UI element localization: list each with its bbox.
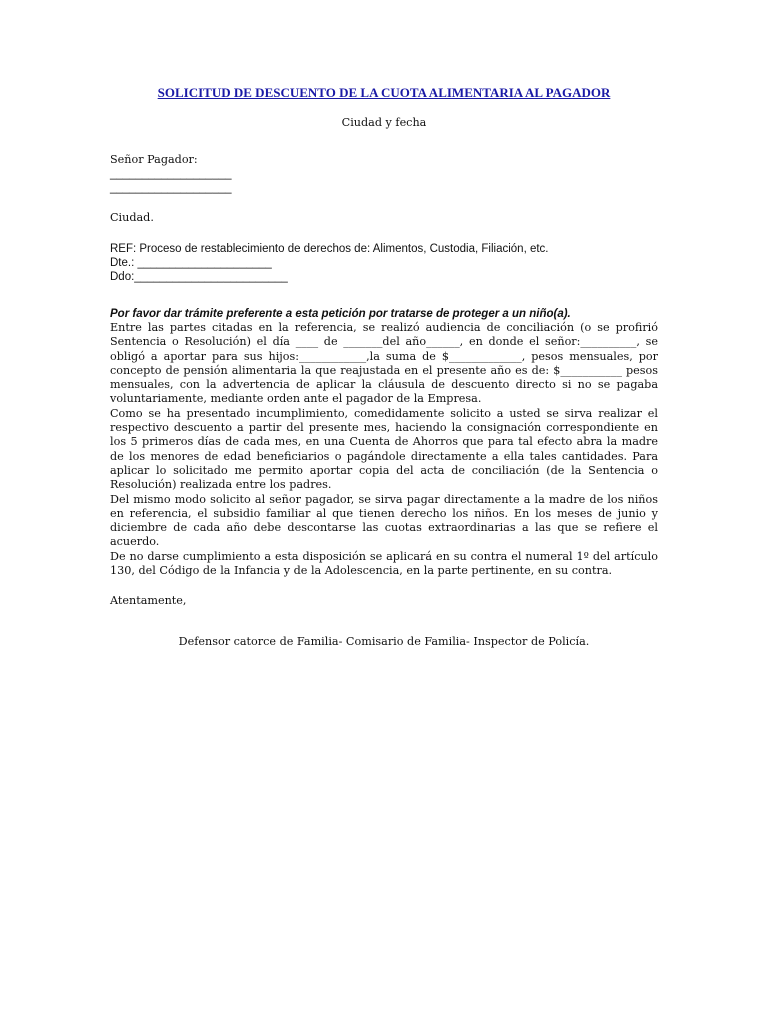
paragraph-family-subsidy: Del mismo modo solicito al señor pagador, se sirva pagar directamente a la madre de los niños en referencia, el subsidio familiar al que tienen derecho los niños. En los meses de junio y diciembre de cada año debe descontarse las cuotas extraordinarias a las que se refiere el acuerdo. (110, 492, 658, 549)
addressee-blank-line: ___________________ (110, 167, 232, 180)
paragraph-conciliation: Entre las partes citadas en la referencia, se realizó audiencia de conciliación (o se profirió Sentencia o Resolución) el día ____ de _______del año______, en donde el señor:__________, se obligó a aportar para sus hijos:____________,la suma de $_____________, pesos mensuales, por concepto de pensión alimentaria la que reajustada en el presente año es de: $___________ pesos mensuales, con la advertencia de aplicar la cláusula de descuento directo si no se pagaba voluntariamente, mediante orden ante el pagador de la Empresa. (110, 320, 658, 406)
paragraph-noncompliance: Como se ha presentado incumplimiento, comedidamente solicito a usted se sirva realizar el respectivo descuento a partir del presente mes, haciendo la consignación correspondiente en los 5 primeros días de cada mes, en una Cuenta de Ahorros que para tal efecto abra la madre de los menores de edad beneficiarios o pagándole directamente a ella tales cantidades. Para aplicar lo solicitado me permito aportar copia del acta de conciliación (de la Sentencia o Resolución) realizada entre los padres. (110, 406, 658, 492)
reference-block (110, 242, 658, 285)
document-title: SOLICITUD DE DESCUENTO DE LA CUOTA ALIMENTARIA AL PAGADOR (157, 85, 611, 100)
addressee-block (110, 153, 658, 196)
reference-line: REF: Proceso de restablecimiento de derechos de: Alimentos, Custodia, Filiación, etc. (110, 242, 549, 255)
closing: Atentamente, (110, 594, 187, 608)
defendant-line: Ddo:________________________ (110, 271, 288, 284)
city-line: Ciudad. (110, 211, 154, 225)
signature-line: Defensor catorce de Familia- Comisario de Familia- Inspector de Policía. (178, 634, 590, 648)
city-date: Ciudad y fecha (341, 116, 427, 130)
priority-notice: Por favor dar trámite preferente a esta petición por tratarse de proteger a un niño(a). (110, 307, 571, 320)
plaintiff-line: Dte.: _____________________ (110, 257, 272, 270)
paragraph-legal-consequence: De no darse cumplimiento a esta disposición se aplicará en su contra el numeral 1º del artículo 130, del Código de la Infancia y de la Adolescencia, en la parte pertinente, en su contra. (110, 549, 658, 578)
addressee-blank-line: ___________________ (110, 182, 232, 195)
addressee-greeting: Señor Pagador: (110, 152, 198, 166)
